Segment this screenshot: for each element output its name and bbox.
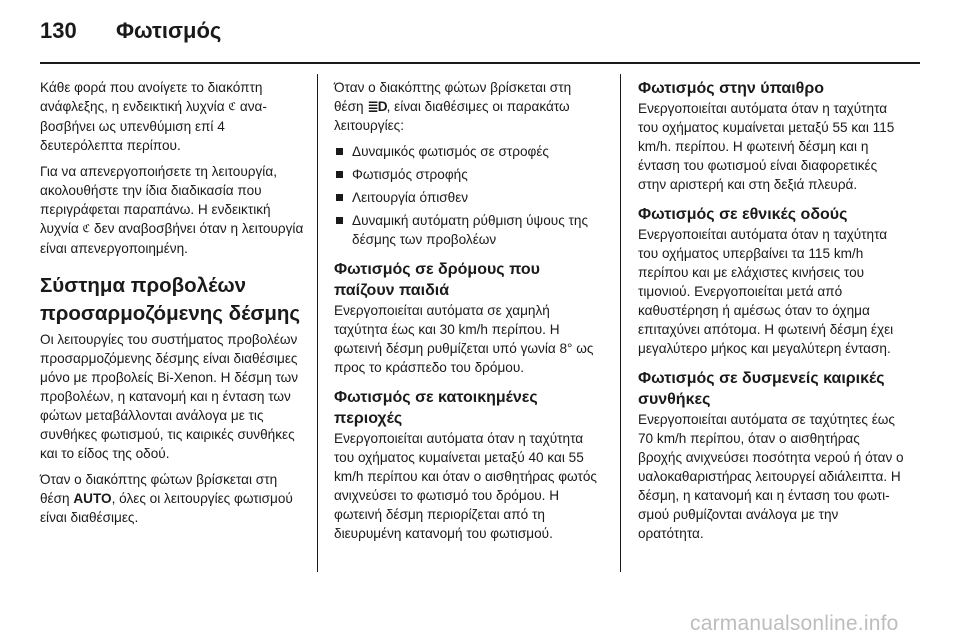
bullet-icon [336, 217, 343, 224]
subsection-heading: Φωτισμός σε δυσμενείς καιρικές συνθήκες [638, 370, 885, 408]
column-1 [40, 78, 308, 534]
column-divider [317, 74, 318, 572]
column-divider [620, 74, 621, 572]
indicator-lamp-icon: ℭ [228, 101, 237, 113]
subsection-heading: Φωτισμός στην ύπαιθρο [638, 80, 824, 97]
auto-label: AUTO [73, 491, 112, 506]
headlight-switch-symbol: ≣D [367, 99, 387, 114]
subsection-heading: Φωτισμός σε δρόμους που παίζουν παιδιά [334, 261, 540, 299]
bullet-icon [336, 148, 343, 155]
paragraph: Κάθε φορά που ανοίγετε το διακόπτη ανάφλεξης, η ενδεικτική λυχνία ℭ αναβοσβήνει ως υπενθύμιση επί 4 δευτερόλεπτα περίπου. [40, 80, 267, 153]
list-item: Φωτισμός στροφής [334, 165, 602, 184]
indicator-lamp-icon: ℭ [82, 223, 91, 235]
bullet-icon [336, 171, 343, 178]
column-2 [334, 78, 602, 550]
paragraph: Οι λειτουργίες του συστήματος προβολέων προσαρμοζόμενης δέσμης είναι διαθέσιμες μόνο με προβολείς Bi-Xenon. Η δέσμη των προβολέων, η κατανομή και η ένταση των φώτων μεταβάλλονται ανάλογα με τις συνθήκες φωτισμού, τις καιρικές συνθήκες και το είδος της οδού. [40, 332, 299, 461]
paragraph: Ενεργοποιείται αυτόματα όταν η ταχύτητα του οχήματος υπερβαίνει τα 115 km/h περίπου και με ελάχιστες κινήσεις του τιμονιού. Ενεργοποιείται μετά από καθυστέρηση ή αμέσως όταν το όχημα επιταχύνει απότομα. Η φωτεινή δέσμη έχει μεγαλύτερο μήκος και μεγαλύτερη ένταση. [638, 227, 894, 356]
page-title: Φωτισμός [116, 18, 222, 43]
paragraph: Όταν ο διακόπτης φώτων βρίσκεται στη θέση AUTO, όλες οι λειτουργίες φωτισμού είναι διαθέσιμες. [40, 472, 293, 525]
paragraph: Για να απενεργοποιήσετε τη λειτουργία, ακολουθήστε την ίδια διαδικασία που περιγράφεται παραπάνω. Η ενδεικτική λυχνία ℭ δεν αναβοσβήνει όταν η λειτουργία είναι απενεργοποιημένη. [40, 164, 304, 256]
feature-list [334, 142, 602, 249]
list-item: Δυναμική αυτόματη ρύθμιση ύψους της δέσμης των προβολέων [334, 211, 602, 249]
subsection-heading: Φωτισμός σε εθνικές οδούς [638, 206, 848, 223]
paragraph: Όταν ο διακόπτης φώτων βρίσκεται στη θέση ≣D, είναι διαθέσιμες οι παρακάτω λειτουργίες: [334, 80, 572, 133]
paragraph: Ενεργοποιείται αυτόματα σε χαμηλή ταχύτητα έως και 30 km/h περίπου. Η φωτεινή δέσμη ρυθμίζεται υπό γωνία 8° ως προς το κράσπεδο του δρόμου. [334, 303, 594, 375]
subsection-heading: Φωτισμός σε κατοικημένες περιοχές [334, 389, 538, 427]
section-heading: Σύστημα προβολέων προσαρμοζόμενης δέσμης [40, 274, 301, 325]
list-item: Δυναμικός φωτισμός σε στροφές [334, 142, 602, 161]
bullet-icon [336, 194, 343, 201]
paragraph: Ενεργοποιείται αυτόματα όταν η ταχύτητα του οχήματος κυμαίνεται μεταξύ 55 και 115 km/h. περίπου. Η φωτεινή δέσμη και η ένταση του φωτισμού είναι διαφορετικές στην αριστερή και στη δεξιά πλευρά. [638, 101, 895, 192]
header-rule [40, 62, 920, 64]
watermark: carmanualsonline.info [690, 612, 899, 635]
column-3 [638, 78, 906, 550]
list-item: Λειτουργία όπισθεν [334, 188, 602, 207]
paragraph: Ενεργοποιείται αυτόματα όταν η ταχύτητα του οχήματος κυμαίνεται μεταξύ 40 και 55 km/h περίπου και όταν ο αισθητήρας φωτός ανιχνεύσει το φωτισμό του δρόμου. Η φωτεινή δέσμη περιορίζεται από τη διευρυμένη κατανομή του φωτισμού. [334, 431, 597, 541]
page-number: 130 [40, 18, 77, 43]
paragraph: Ενεργοποιείται αυτόματα σε ταχύτητες έως 70 km/h περίπου, όταν ο αισθητήρας βροχής ανιχνεύσει ποσότητα νερού ή όταν ο υαλοκαθαριστήρας λειτουργεί αδιάλειπτα. Η δέσμη, η κατανομή και η ένταση του φωτισμού ρυθμίζονται ανάλογα με την ορατότητα. [638, 412, 904, 541]
